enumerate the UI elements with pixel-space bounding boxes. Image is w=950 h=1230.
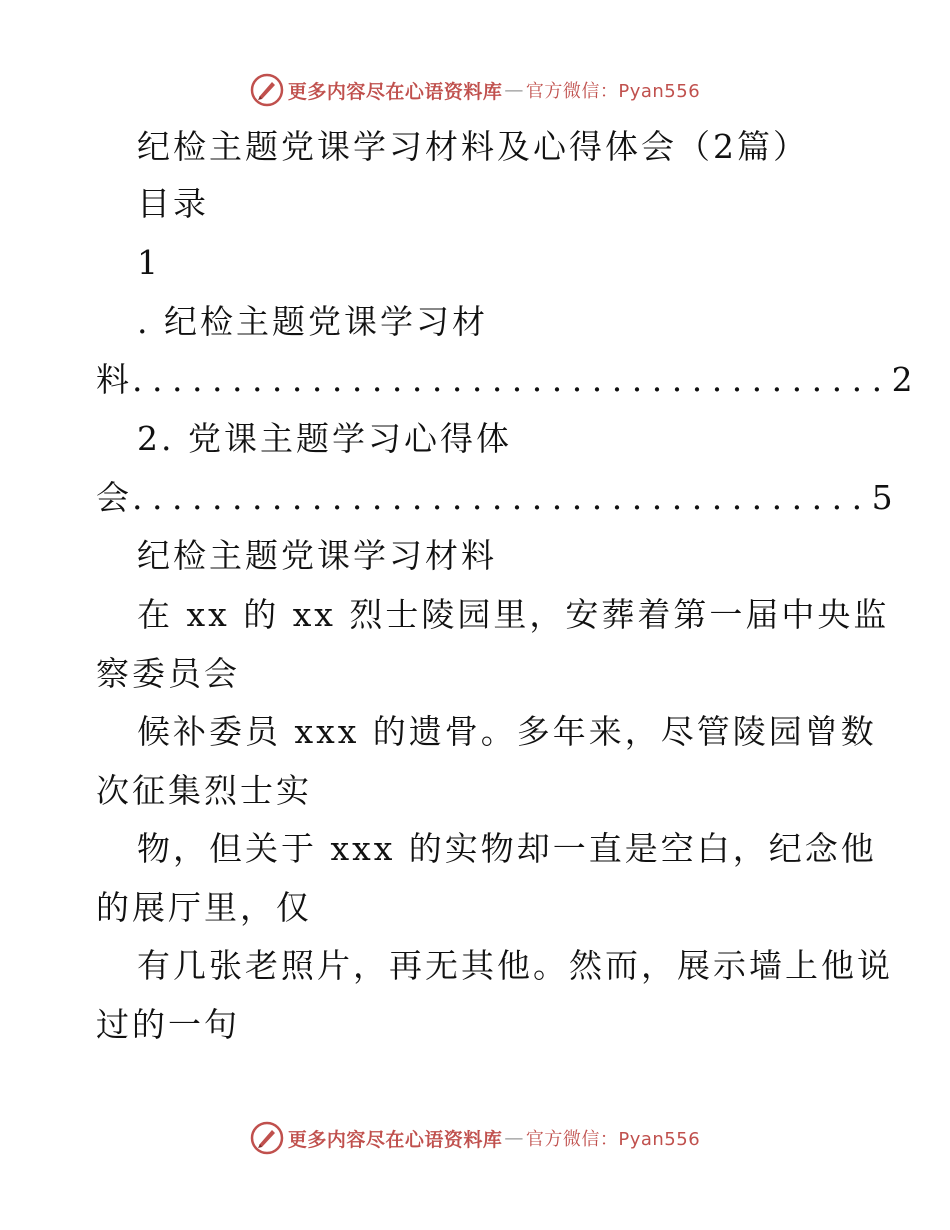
paragraph-line: 察委员会 [96, 654, 240, 693]
toc-item-1-title-end: 料 [96, 360, 132, 399]
toc-number: 1 [137, 243, 161, 282]
watermark-separator: — [504, 1127, 524, 1149]
section-heading: 纪检主题党课学习材料 [137, 536, 497, 575]
toc-item-2-title-end: 会 [96, 478, 132, 517]
page-footer-watermark [0, 1118, 950, 1158]
watermark-text: 更多内容尽在心语资料库 [287, 80, 503, 103]
watermark-wechat: 官方微信：Pyan556 [525, 1129, 701, 1150]
document-title: 纪检主题党课学习材料及心得体会（2篇） [137, 127, 809, 166]
toc-item-2-page: 5 [871, 478, 896, 517]
watermark-brand [250, 73, 700, 107]
paragraph-line: 候补委员 xxx 的遗骨。多年来，尽管陵园曾数 [137, 712, 877, 751]
page-header-watermark [0, 70, 950, 110]
paragraph-line: 有几张老照片，再无其他。然而，展示墙上他说 [137, 946, 893, 985]
watermark-wechat: 官方微信：Pyan556 [525, 81, 701, 102]
paragraph-line: 过的一句 [96, 1005, 240, 1044]
toc-item-1-dots: ...................................... [132, 360, 892, 399]
toc-item-1-leader-row [96, 360, 916, 400]
paragraph-line: 的展厅里，仅 [96, 888, 312, 927]
toc-item-1-page: 2 [891, 360, 916, 399]
toc-item-1-title: . 纪检主题党课学习材 [137, 302, 488, 341]
paragraph-line: 次征集烈士实 [96, 771, 312, 810]
quill-seal-icon [250, 73, 284, 107]
toc-item-2-title: 2. 党课主题学习心得体 [137, 419, 512, 458]
watermark-text: 更多内容尽在心语资料库 [287, 1128, 503, 1151]
toc-item-2-leader-row [96, 478, 896, 518]
paragraph-line: 在 xx 的 xx 烈士陵园里，安葬着第一届中央监 [137, 595, 890, 634]
watermark-brand [250, 1121, 700, 1155]
quill-seal-icon [250, 1121, 284, 1155]
toc-item-2-dots: ..................................... [132, 478, 872, 517]
toc-heading: 目录 [137, 184, 209, 223]
paragraph-line: 物，但关于 xxx 的实物却一直是空白，纪念他 [137, 829, 877, 868]
watermark-separator: — [504, 79, 524, 101]
